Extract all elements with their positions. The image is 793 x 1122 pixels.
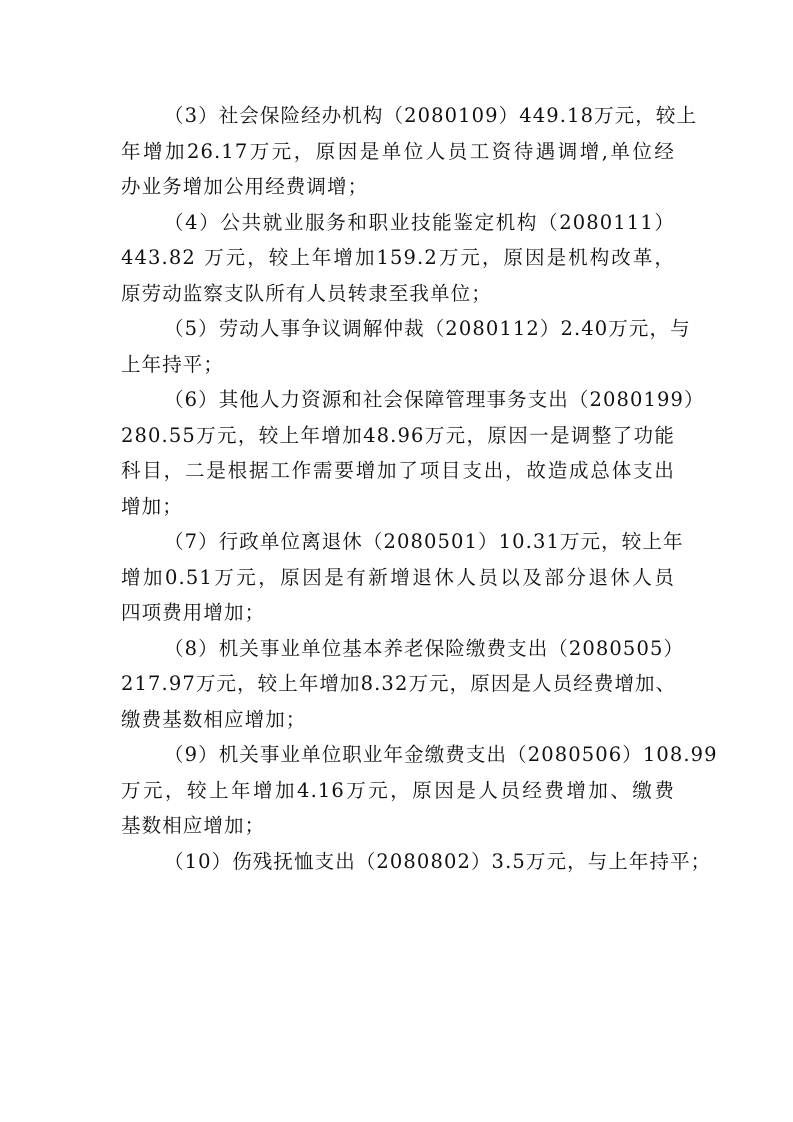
paragraph-occupational-annuity — [121, 737, 718, 844]
paragraph-line: 上年持平； — [121, 352, 225, 376]
paragraph-line: （5）劳动人事争议调解仲裁（2080112）2.40万元，与 — [164, 317, 691, 340]
paragraph-pension-insurance — [121, 631, 685, 738]
paragraph-line: 缴费基数相应增加； — [121, 707, 307, 731]
paragraph-line: （8）机关事业单位基本养老保险缴费支出（2080505） — [164, 636, 685, 660]
paragraph-line: 443.82 万元，较上年增加159.2万元，原因是机构改革， — [121, 246, 675, 269]
paragraph-other-affairs — [121, 382, 705, 524]
paragraph-line: 增加0.51万元，原因是有新增退休人员以及部分退休人员 — [121, 565, 675, 589]
paragraph-line: （7）行政单位离退休（2080501）10.31万元，较上年 — [164, 530, 684, 553]
paragraph-line: （3）社会保险经办机构（2080109）449.18万元，较上 — [164, 104, 698, 127]
paragraph-retirement — [121, 524, 684, 631]
paragraph-line: 217.97万元，较上年增加8.32万元，原因是人员经费增加、 — [121, 672, 677, 695]
paragraph-line: 基数相应增加； — [121, 814, 266, 837]
paragraph-line: 280.55万元，较上年增加48.96万元，原因一是调整了功能 — [121, 423, 675, 447]
paragraph-line: （6）其他人力资源和社会保障管理事务支出（2080199） — [164, 388, 705, 411]
paragraph-social-insurance-agency — [121, 98, 698, 205]
paragraph-disability-pension — [121, 844, 712, 880]
paragraph-line: （9）机关事业单位职业年金缴费支出（2080506）108.99 — [164, 743, 718, 766]
paragraph-line: （10）伤残抚恤支出（2080802）3.5万元，与上年持平； — [164, 849, 712, 873]
paragraph-line: 四项费用增加； — [121, 601, 266, 624]
paragraph-line: （4）公共就业服务和职业技能鉴定机构（2080111） — [164, 210, 675, 234]
paragraph-line: 科目，二是根据工作需要增加了项目支出，故造成总体支出 — [121, 459, 675, 482]
paragraph-line: 办业务增加公用经费调增； — [121, 175, 369, 198]
paragraph-line: 原劳动监察支队所有人员转隶至我单位； — [121, 281, 492, 305]
paragraph-line: 年增加26.17万元，原因是单位人员工资待遇调增,单位经 — [121, 139, 675, 163]
document-body — [121, 98, 718, 879]
paragraph-employment-service — [121, 205, 675, 312]
paragraph-line: 增加； — [121, 494, 183, 518]
paragraph-line: 万元，较上年增加4.16万元，原因是人员经费增加、缴费 — [121, 778, 675, 802]
paragraph-labor-arbitration — [121, 311, 691, 382]
